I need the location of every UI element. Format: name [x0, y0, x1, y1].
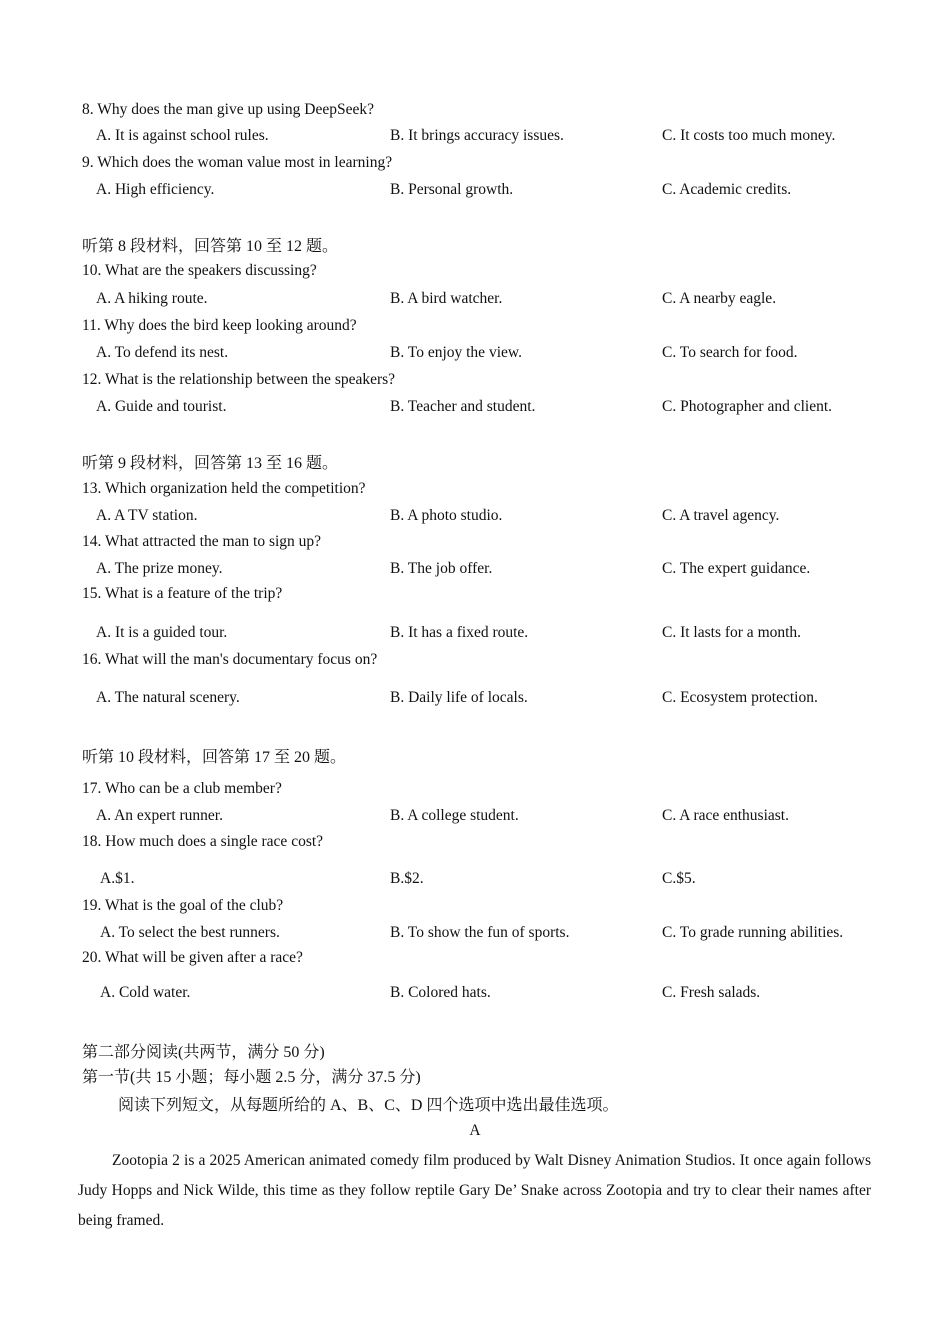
q20-option-a: A. Cold water. [100, 984, 191, 1001]
q20-option-b: B. Colored hats. [390, 984, 491, 1001]
q11-option-a: A. To defend its nest. [96, 344, 229, 361]
q14-option-b: B. The job offer. [390, 560, 493, 577]
q8-option-a: A. It is against school rules. [96, 127, 269, 144]
section-10-heading: 听第 10 段材料，回答第 17 至 20 题。 [82, 749, 347, 766]
q12-option-a: A. Guide and tourist. [96, 398, 227, 415]
q19-option-c: C. To grade running abilities. [662, 924, 844, 941]
q18-option-b: B.$2. [390, 870, 424, 887]
question-14: 14. What attracted the man to sign up? [82, 533, 322, 550]
q16-option-c: C. Ecosystem protection. [662, 689, 818, 706]
q9-option-a: A. High efficiency. [96, 181, 215, 198]
q8-option-c: C. It costs too much money. [662, 127, 836, 144]
question-13: 13. Which organization held the competition? [82, 480, 366, 497]
q15-option-c: C. It lasts for a month. [662, 624, 802, 641]
q8-option-b: B. It brings accuracy issues. [390, 127, 564, 144]
q15-option-a: A. It is a guided tour. [96, 624, 228, 641]
question-18: 18. How much does a single race cost? [82, 833, 324, 850]
passage-label: A [469, 1122, 481, 1139]
reading-part-title: 第二部分阅读(共两节，满分 50 分) [82, 1044, 325, 1061]
passage-text: Zootopia 2 is a 2025 American animated comedy film produced by Walt Disney Animation Studios. It once again follows Judy Hopps and Nick Wilde, this time as they follow reptile Gary De’ Snake across Zootopia and try to clear their names after being framed. [78, 1152, 871, 1229]
q12-option-c: C. Photographer and client. [662, 398, 833, 415]
q17-option-a: A. An expert runner. [96, 807, 223, 824]
q13-option-a: A. A TV station. [96, 507, 198, 524]
question-16: 16. What will the man's documentary focus on? [82, 651, 378, 668]
q14-option-a: A. The prize money. [96, 560, 223, 577]
question-8: 8. Why does the man give up using DeepSeek? [82, 101, 374, 118]
section-8-heading: 听第 8 段材料，回答第 10 至 12 题。 [82, 238, 339, 255]
q9-option-c: C. Academic credits. [662, 181, 792, 198]
reading-section-title: 第一节(共 15 小题；每小题 2.5 分，满分 37.5 分) [82, 1069, 421, 1086]
question-20: 20. What will be given after a race? [82, 949, 303, 966]
q19-option-b: B. To show the fun of sports. [390, 924, 570, 941]
q9-option-b: B. Personal growth. [390, 181, 514, 198]
q18-option-c: C.$5. [662, 870, 696, 887]
question-10: 10. What are the speakers discussing? [82, 262, 317, 279]
q14-option-c: C. The expert guidance. [662, 560, 811, 577]
q19-option-a: A. To select the best runners. [100, 924, 280, 941]
q15-option-b: B. It has a fixed route. [390, 624, 529, 641]
q12-option-b: B. Teacher and student. [390, 398, 536, 415]
q11-option-b: B. To enjoy the view. [390, 344, 522, 361]
q18-option-a: A.$1. [100, 870, 135, 887]
q20-option-c: C. Fresh salads. [662, 984, 761, 1001]
question-15: 15. What is a feature of the trip? [82, 585, 283, 602]
q16-option-b: B. Daily life of locals. [390, 689, 528, 706]
q17-option-c: C. A race enthusiast. [662, 807, 789, 824]
question-17: 17. Who can be a club member? [82, 780, 282, 797]
q10-option-a: A. A hiking route. [96, 290, 208, 307]
section-9-heading: 听第 9 段材料，回答第 13 至 16 题。 [82, 455, 339, 472]
q10-option-b: B. A bird watcher. [390, 290, 503, 307]
question-11: 11. Why does the bird keep looking around? [82, 317, 357, 334]
reading-instruction: 阅读下列短文，从每题所给的 A、B、C、D 四个选项中选出最佳选项。 [118, 1097, 619, 1114]
question-9: 9. Which does the woman value most in learning? [82, 154, 393, 171]
passage-paragraph [78, 1146, 871, 1236]
q17-option-b: B. A college student. [390, 807, 519, 824]
question-12: 12. What is the relationship between the speakers? [82, 371, 396, 388]
q10-option-c: C. A nearby eagle. [662, 290, 777, 307]
question-19: 19. What is the goal of the club? [82, 897, 284, 914]
q13-option-b: B. A photo studio. [390, 507, 503, 524]
q13-option-c: C. A travel agency. [662, 507, 780, 524]
q16-option-a: A. The natural scenery. [96, 689, 240, 706]
q11-option-c: C. To search for food. [662, 344, 798, 361]
